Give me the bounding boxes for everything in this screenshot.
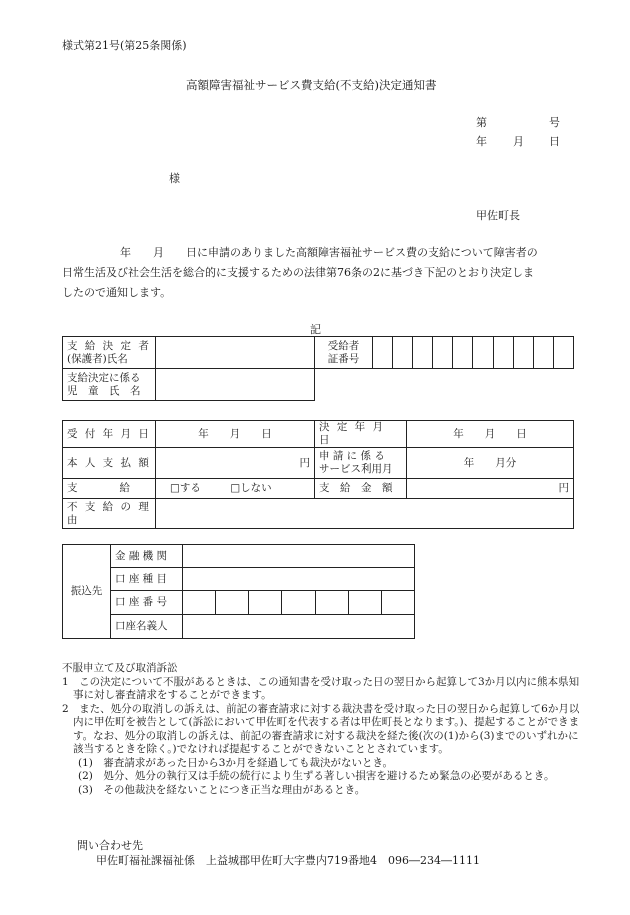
account-holder-label: 口座名義人 [111, 615, 183, 639]
form-label: 様式第21号(第25条関係) [62, 39, 187, 52]
payout-options [156, 479, 315, 499]
service-month-label-line2: サービス利用月 [319, 463, 393, 475]
account-holder-field[interactable] [183, 615, 415, 639]
ki-label: 記 [310, 323, 321, 336]
date-year: 年 [476, 135, 487, 148]
cert-digit-9[interactable] [533, 337, 553, 369]
cert-number-label-line2: 証番号 [327, 352, 360, 365]
bank-institution-label: 金 融 機 関 [111, 545, 183, 568]
account-digit-5[interactable] [315, 591, 348, 615]
notes-sub-1: (1) 審査請求があった日から3か月を経過しても裁決がないとき。 [78, 756, 394, 769]
table1-empty-area [315, 369, 574, 401]
receipt-date-label: 受 付 年 月 日 [63, 421, 156, 448]
notes-heading: 不服申立て及び取消訴訟 [62, 662, 178, 674]
rejection-reason-field[interactable] [156, 499, 574, 529]
guardian-name-label-line2: (保護者)氏名 [67, 352, 128, 365]
payout-yes-checkbox[interactable]: □する [170, 482, 201, 494]
payout-label: 支 給 [63, 479, 156, 499]
decision-date-field[interactable]: 年 月 日 [407, 421, 574, 448]
cert-digit-3[interactable] [413, 337, 433, 369]
cert-digit-5[interactable] [453, 337, 473, 369]
cert-number-label [315, 337, 373, 369]
account-digit-3[interactable] [249, 591, 282, 615]
notes-sub-2: (2) 処分、処分の執行又は手続の続行により生ずる著しい損害を避けるため緊急の必要があるとき。 [78, 770, 555, 782]
child-name-label-line2: 児 童 氏 名 [67, 384, 141, 397]
account-digit-2[interactable] [216, 591, 249, 615]
payment-amount-field[interactable]: 円 [156, 448, 315, 479]
account-type-field[interactable] [183, 568, 415, 591]
account-digit-1[interactable] [183, 591, 216, 615]
payout-amount-field[interactable]: 円 [407, 479, 574, 499]
cert-digit-7[interactable] [493, 337, 513, 369]
doc-number-prefix: 第 [476, 116, 487, 129]
contact-heading: 問い合わせ先 [77, 839, 143, 852]
appeal-notes [62, 662, 582, 797]
guardian-name-field[interactable] [156, 337, 315, 369]
cert-digit-10[interactable] [553, 337, 573, 369]
account-digit-7[interactable] [381, 591, 414, 615]
cert-digit-6[interactable] [473, 337, 493, 369]
notes-item-1: 1 この決定について不服があるときは、この通知書を受け取った日の翌日から起算して3か月以内に熊本県知事に対し審査請求をすることができます。 [62, 675, 580, 701]
account-digit-6[interactable] [348, 591, 381, 615]
guardian-name-label-line1: 支 給 決 定 者 [67, 339, 151, 352]
body-line-3: したので通知します。 [62, 286, 172, 299]
child-name-label-line1: 支給決定に係る [67, 371, 141, 384]
account-number-label: 口 座 番 号 [111, 591, 183, 615]
cert-digit-2[interactable] [393, 337, 413, 369]
issuer: 甲佐町長 [476, 209, 520, 222]
bank-institution-field[interactable] [183, 545, 415, 568]
account-type-label: 口 座 種 目 [111, 568, 183, 591]
rejection-reason-label: 不 支 給 の 理 由 [63, 499, 156, 529]
document-title: 高額障害福祉サービス費支給(不支給)決定通知書 [186, 78, 437, 92]
body-line-1: 年 月 日に申請のありました高額障害福祉サービス費の支給について障害者の [120, 246, 538, 259]
service-month-label [315, 448, 407, 479]
contact-line: 甲佐町福祉課福祉係 上益城郡甲佐町大字豊内719番地4 096―234―1111 [96, 854, 480, 867]
date-day: 日 [549, 135, 560, 148]
account-digit-4[interactable] [282, 591, 315, 615]
service-month-field[interactable]: 年 月分 [407, 448, 574, 479]
cert-digit-8[interactable] [513, 337, 533, 369]
doc-number-suffix: 号 [549, 116, 560, 129]
receipt-date-field[interactable]: 年 月 日 [156, 421, 315, 448]
body-line-2: 日常生活及び社会生活を総合的に支援するための法律第76条の2に基づき下記のとおり決定しま [62, 266, 534, 279]
cert-digit-4[interactable] [433, 337, 453, 369]
payout-no-checkbox[interactable]: □しない [230, 482, 272, 494]
payment-amount-label: 本 人 支 払 額 [63, 448, 156, 479]
child-name-field[interactable] [156, 369, 315, 401]
recipient-table [62, 336, 574, 401]
decision-date-label: 決 定 年 月 日 [315, 421, 407, 448]
bank-group-label: 振込先 [63, 545, 111, 639]
notes-sub-3: (3) その他裁決を経ないことにつき正当な理由があるとき。 [78, 783, 366, 796]
service-month-label-line1: 申 請 に 係 る [319, 450, 385, 462]
cert-number-label-line1: 受給者 [327, 339, 360, 352]
decision-table [62, 420, 574, 529]
guardian-name-label [63, 337, 156, 369]
recipient-suffix: 様 [169, 172, 180, 185]
payout-amount-label: 支 給 金 額 [315, 479, 407, 499]
date-month: 月 [513, 135, 524, 148]
child-name-label [63, 369, 156, 401]
bank-transfer-table [62, 544, 415, 639]
cert-digit-1[interactable] [373, 337, 393, 369]
notes-item-2: 2 また、処分の取消しの訴えは、前記の審査請求に対する裁決書を受け取った日の翌日から起算して6か月以内に甲佐町を被告として(訴訟において甲佐町を代表する者は甲佐町長となります。)、提起することができます。なお、処分の取消しの訴えは、前記の審査請求に対する裁決を経た後(次の(1)から(3)までのいずれかに該当するときを除く。)でなければ提起することができないこととされています。 [62, 702, 580, 755]
